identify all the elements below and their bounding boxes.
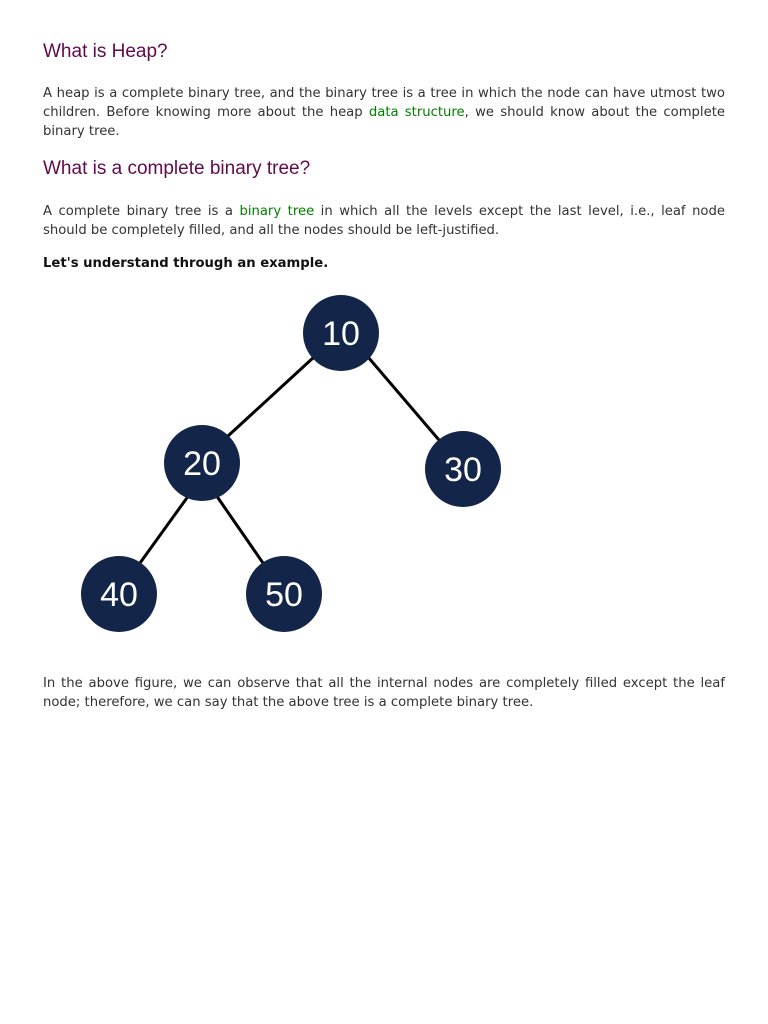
node-label: 50	[265, 576, 303, 614]
node-label: 40	[100, 576, 138, 614]
text-cbt-outro: in which all the levels except the last level, i.e., leaf node should be completely filled, and all the nodes should be left-justified.	[43, 204, 725, 238]
edge-20-50	[216, 495, 263, 563]
edge-10-20	[228, 357, 314, 436]
heading-complete-binary-tree: What is a complete binary tree?	[43, 158, 311, 179]
node-label: 20	[183, 445, 221, 483]
node-label: 10	[322, 315, 360, 353]
tree-node-40	[81, 556, 157, 632]
tree-node-10	[303, 295, 379, 371]
text-heap-outro: , we should know about the complete binary tree.	[43, 105, 725, 139]
text-heap-intro: A heap is a complete binary tree, and the binary tree is a tree in which the node can have utmost two children. Before knowing more about the heap	[43, 86, 725, 120]
edge-20-40	[140, 495, 189, 563]
tree-node-30	[425, 431, 501, 507]
example-label: Let's understand through an example.	[43, 256, 329, 271]
text-cbt-intro: A complete binary tree is a	[43, 204, 240, 219]
node-label: 30	[444, 451, 482, 489]
link-binary-tree[interactable]: binary tree	[239, 204, 315, 219]
tree-node-50	[246, 556, 322, 632]
heading-what-is-heap: What is Heap?	[43, 41, 168, 62]
edge-10-30	[368, 357, 439, 440]
tree-node-20	[164, 425, 240, 501]
paragraph-conclusion: In the above figure, we can observe that all the internal nodes are completely filled except the leaf node; therefore, we can say that the above tree is a complete binary tree.	[43, 676, 725, 710]
link-data-structure[interactable]: data structure	[368, 105, 465, 120]
